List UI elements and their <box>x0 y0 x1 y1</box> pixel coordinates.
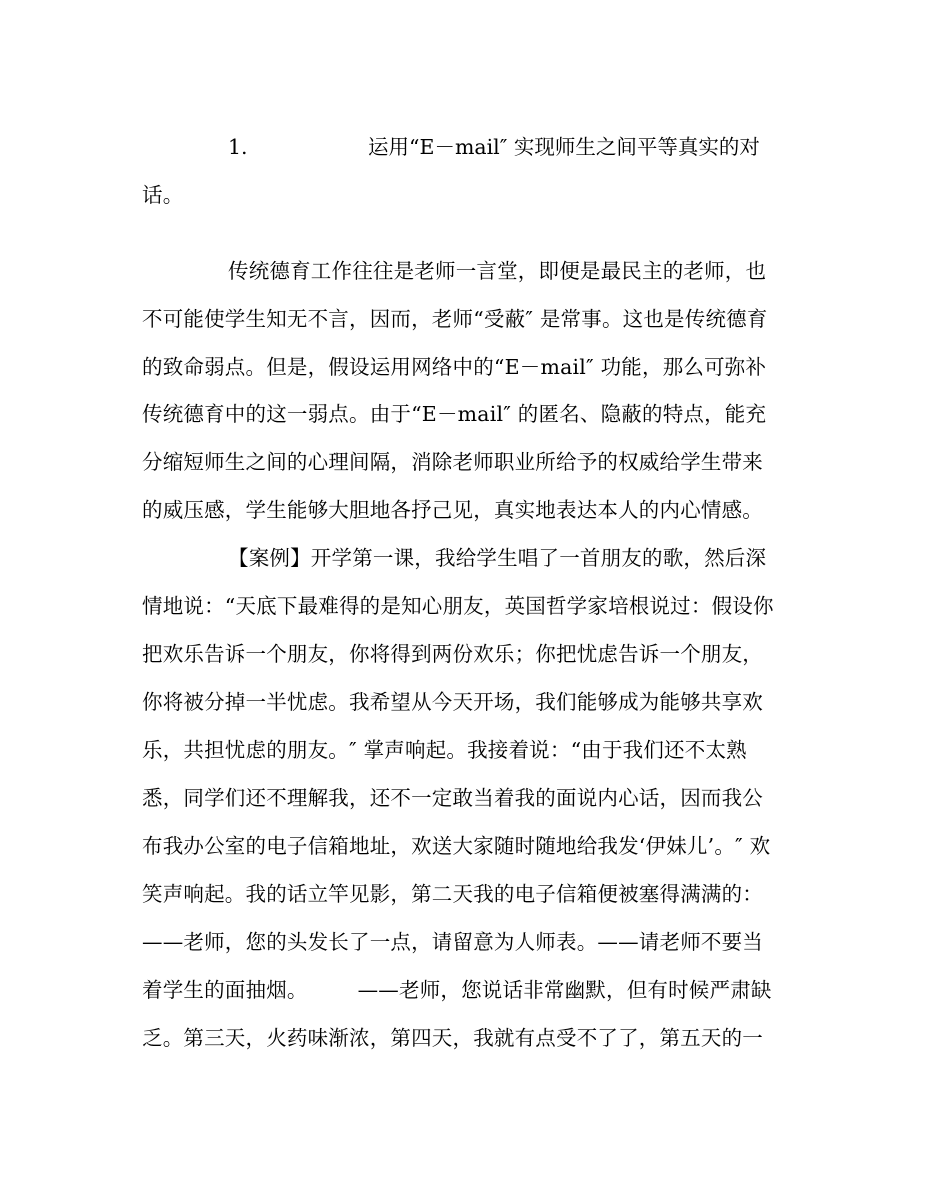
paragraph1-line: 分缩短师生之间的心理间隔，消除老师职业所给予的权威给学生带来 <box>142 450 763 474</box>
paragraph2-segment: 着学生的面抽烟。 <box>142 978 308 1002</box>
paragraph1-line: 传统德育工作往往是老师一言堂，即便是最民主的老师，也 <box>228 259 767 283</box>
paragraph1-line: 的致命弱点。但是，假设运用网络中的“E－mail″ 功能，那么可弥补 <box>142 355 767 379</box>
section-title-line1: 运用“E－mail″ 实现师生之间平等真实的对 <box>368 135 760 159</box>
paragraph2-line: 笑声响起。我的话立竿见影，第二天我的电子信箱便被塞得满满的： <box>142 882 763 906</box>
paragraph1-line: 不可能使学生知无不言，因而，老师“受蔽″ 是常事。这也是传统德育 <box>142 307 768 331</box>
paragraph2-segment: ——老师，您说话非常幽默，但有时候严肃缺 <box>357 978 772 1002</box>
paragraph2-line: 乏。第三天，火药味渐浓，第四天，我就有点受不了了，第五天的一 <box>142 1026 763 1050</box>
paragraph2-line: 悉，同学们还不理解我，还不一定敢当着我的面说内心话，因而我公 <box>142 786 763 810</box>
paragraph1-line: 传统德育中的这一弱点。由于“E－mail″ 的匿名、隐蔽的特点，能充 <box>142 402 767 426</box>
paragraph2-line-split <box>142 977 822 1003</box>
paragraph2-line: 把欢乐告诉一个朋友，你将得到两份欢乐；你把忧虑告诉一个朋友， <box>142 642 763 666</box>
section-number: 1. <box>228 135 248 159</box>
paragraph2-line: 布我办公室的电子信箱地址，欢送大家随时随地给我发‘伊妹儿’。″ 欢 <box>142 834 771 858</box>
paragraph2-line: 情地说：“天底下最难得的是知心朋友，英国哲学家培根说过：假设你 <box>142 594 774 618</box>
paragraph2-line: 【案例】开学第一课，我给学生唱了一首朋友的歌，然后深 <box>228 546 767 570</box>
paragraph2-line: 你将被分掉一半忧虑。我希望从今天开场，我们能够成为能够共享欢 <box>142 690 763 714</box>
paragraph2-line: ——老师，您的头发长了一点，请留意为人师表。——请老师不要当 <box>142 930 763 954</box>
paragraph2-line: 乐，共担忧虑的朋友。″ 掌声响起。我接着说：“由于我们还不太熟 <box>142 738 747 762</box>
section-title-line2: 话。 <box>142 183 184 207</box>
paragraph1-line: 的威压感，学生能够大胆地各抒己见，真实地表达本人的内心情感。 <box>142 498 763 522</box>
